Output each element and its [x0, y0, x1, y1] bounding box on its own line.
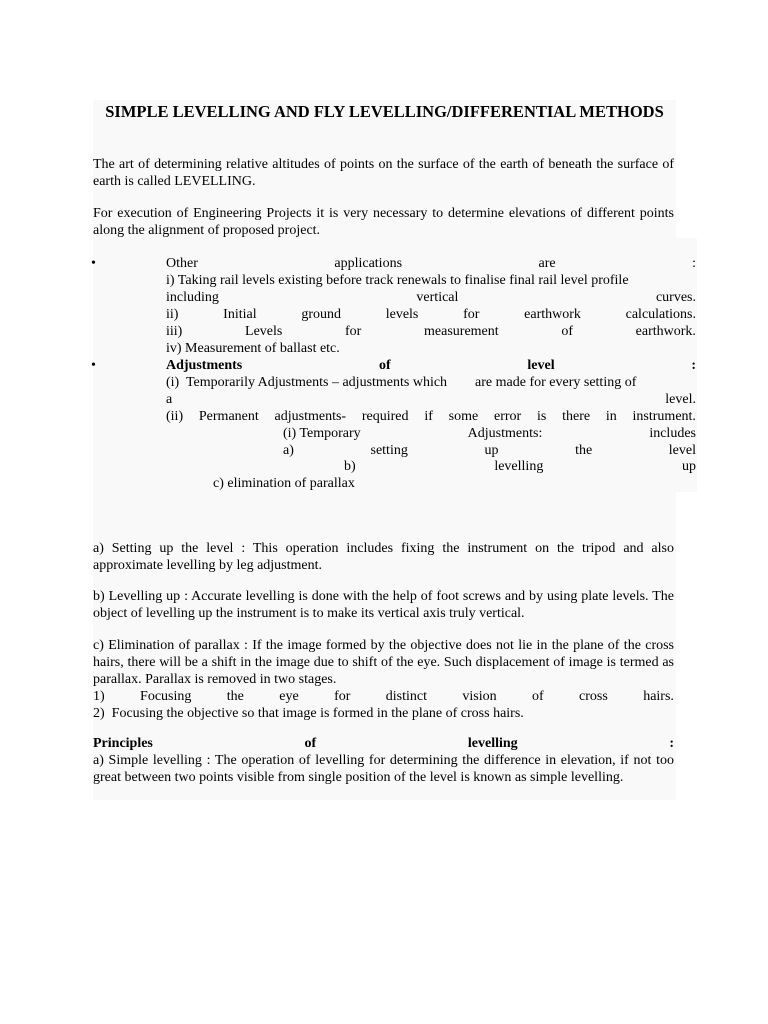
word: of [561, 324, 573, 339]
parallax-paragraph: c) Elimination of parallax : If the image formed by the objective does not lie in the plane of the cross hairs, there will be a shift in the image due to shift of the eye. Such displacement of image is termed as parallax. Parallax is removed in two stages. [93, 638, 674, 687]
word: b) [344, 459, 356, 474]
word: : [692, 256, 696, 271]
word: Other [166, 256, 198, 271]
word: (ii) [166, 409, 184, 424]
intro-paragraph-1: The art of determining relative altitudes of points on the surface of the earth of beneath the surface of earth is called LEVELLING. [93, 157, 674, 189]
word: levelling [467, 736, 518, 751]
word: ground [301, 307, 341, 322]
word: includes [649, 426, 696, 441]
temporary-adjustments-line [283, 425, 696, 442]
setting-up-paragraph: a) Setting up the level : This operation includes fixing the instrument on the tripod and also approximate levelling by leg adjustment. [93, 541, 674, 573]
parallax-stage-2: 2) Focusing the objective so that image is formed in the plane of cross hairs. [93, 706, 524, 721]
principles-heading [93, 735, 674, 752]
word: setting [370, 443, 408, 458]
word: in [605, 409, 617, 424]
word: ii) [166, 307, 179, 322]
intro-paragraph-2: For execution of Engineering Projects it is very necessary to determine elevations of different points along the alignment of proposed project. [93, 206, 674, 238]
word: up [484, 443, 499, 458]
word: measurement [424, 324, 499, 339]
word: there [562, 409, 591, 424]
word: hairs. [643, 689, 674, 704]
word: required [361, 409, 409, 424]
word: some [448, 409, 479, 424]
word: applications [334, 256, 403, 271]
application-item-1-line-1: i) Taking rail levels existing before track renewals to finalise final rail level profile [166, 273, 629, 288]
word: eye [279, 689, 299, 704]
word: are [538, 256, 556, 271]
word: error [494, 409, 522, 424]
adjustments-line-3 [166, 408, 696, 425]
word: for [463, 307, 480, 322]
word: of [304, 736, 317, 751]
simple-levelling-paragraph: a) Simple levelling : The operation of levelling for determining the difference in elevation, if not too great between two points visible from single position of the level is known as simple levelling. [93, 753, 674, 785]
word: calculations. [625, 307, 696, 322]
word: earthwork [524, 307, 581, 322]
word: Permanent [198, 409, 259, 424]
word: Adjustments: [467, 426, 543, 441]
application-item-3 [166, 323, 696, 340]
word: Initial [223, 307, 257, 322]
word: Levels [245, 324, 283, 339]
word: distinct [385, 689, 427, 704]
word: Adjustments [166, 358, 243, 373]
application-item-2 [166, 306, 696, 323]
word: a [166, 392, 173, 407]
word: vertical [416, 290, 459, 305]
bullet-marker: • [91, 358, 96, 373]
parallax-stage-1 [93, 688, 674, 705]
word: 1) [93, 689, 105, 704]
adjustments-heading [166, 357, 696, 374]
adjustments-line-1: (i) Temporarily Adjustments – adjustments which are made for every setting of [166, 375, 637, 390]
levelling-up-paragraph: b) Levelling up : Accurate levelling is done with the help of foot screws and by using plate levels. The object of levelling up the instrument is to make its vertical axis truly vertical. [93, 589, 674, 621]
word: for [334, 689, 351, 704]
word: iii) [166, 324, 183, 339]
word: : [691, 358, 696, 373]
word: is [536, 409, 547, 424]
word: the [226, 689, 244, 704]
application-item-4: iv) Measurement of ballast etc. [166, 341, 340, 356]
application-item-1-line-2 [166, 289, 696, 306]
word: Principles [93, 736, 153, 751]
temporary-item-a [283, 442, 696, 459]
word: curves. [655, 290, 696, 305]
word: of [531, 689, 544, 704]
word: a) [283, 443, 294, 458]
word: (i) Temporary [283, 426, 361, 441]
bullet-marker: • [91, 256, 96, 271]
word: including [166, 290, 219, 305]
word: adjustments- [274, 409, 347, 424]
word: level [668, 443, 696, 458]
word: levelling [494, 459, 544, 474]
word: if [424, 409, 433, 424]
word: the [575, 443, 593, 458]
word: level [527, 358, 555, 373]
word: : [669, 736, 674, 751]
word: Focusing [140, 689, 192, 704]
adjustments-line-2 [166, 391, 696, 408]
word: for [345, 324, 362, 339]
temporary-item-b [344, 458, 696, 475]
word: vision [462, 689, 497, 704]
word: up [681, 459, 696, 474]
word: levels [385, 307, 419, 322]
word: cross [579, 689, 608, 704]
temporary-item-c: c) elimination of parallax [213, 476, 355, 491]
other-applications-heading [166, 255, 696, 272]
word: of [378, 358, 391, 373]
document-title: SIMPLE LEVELLING AND FLY LEVELLING/DIFFERENTIAL METHODS [105, 102, 664, 121]
word: instrument. [632, 409, 696, 424]
word: level. [665, 392, 696, 407]
word: earthwork. [635, 324, 696, 339]
